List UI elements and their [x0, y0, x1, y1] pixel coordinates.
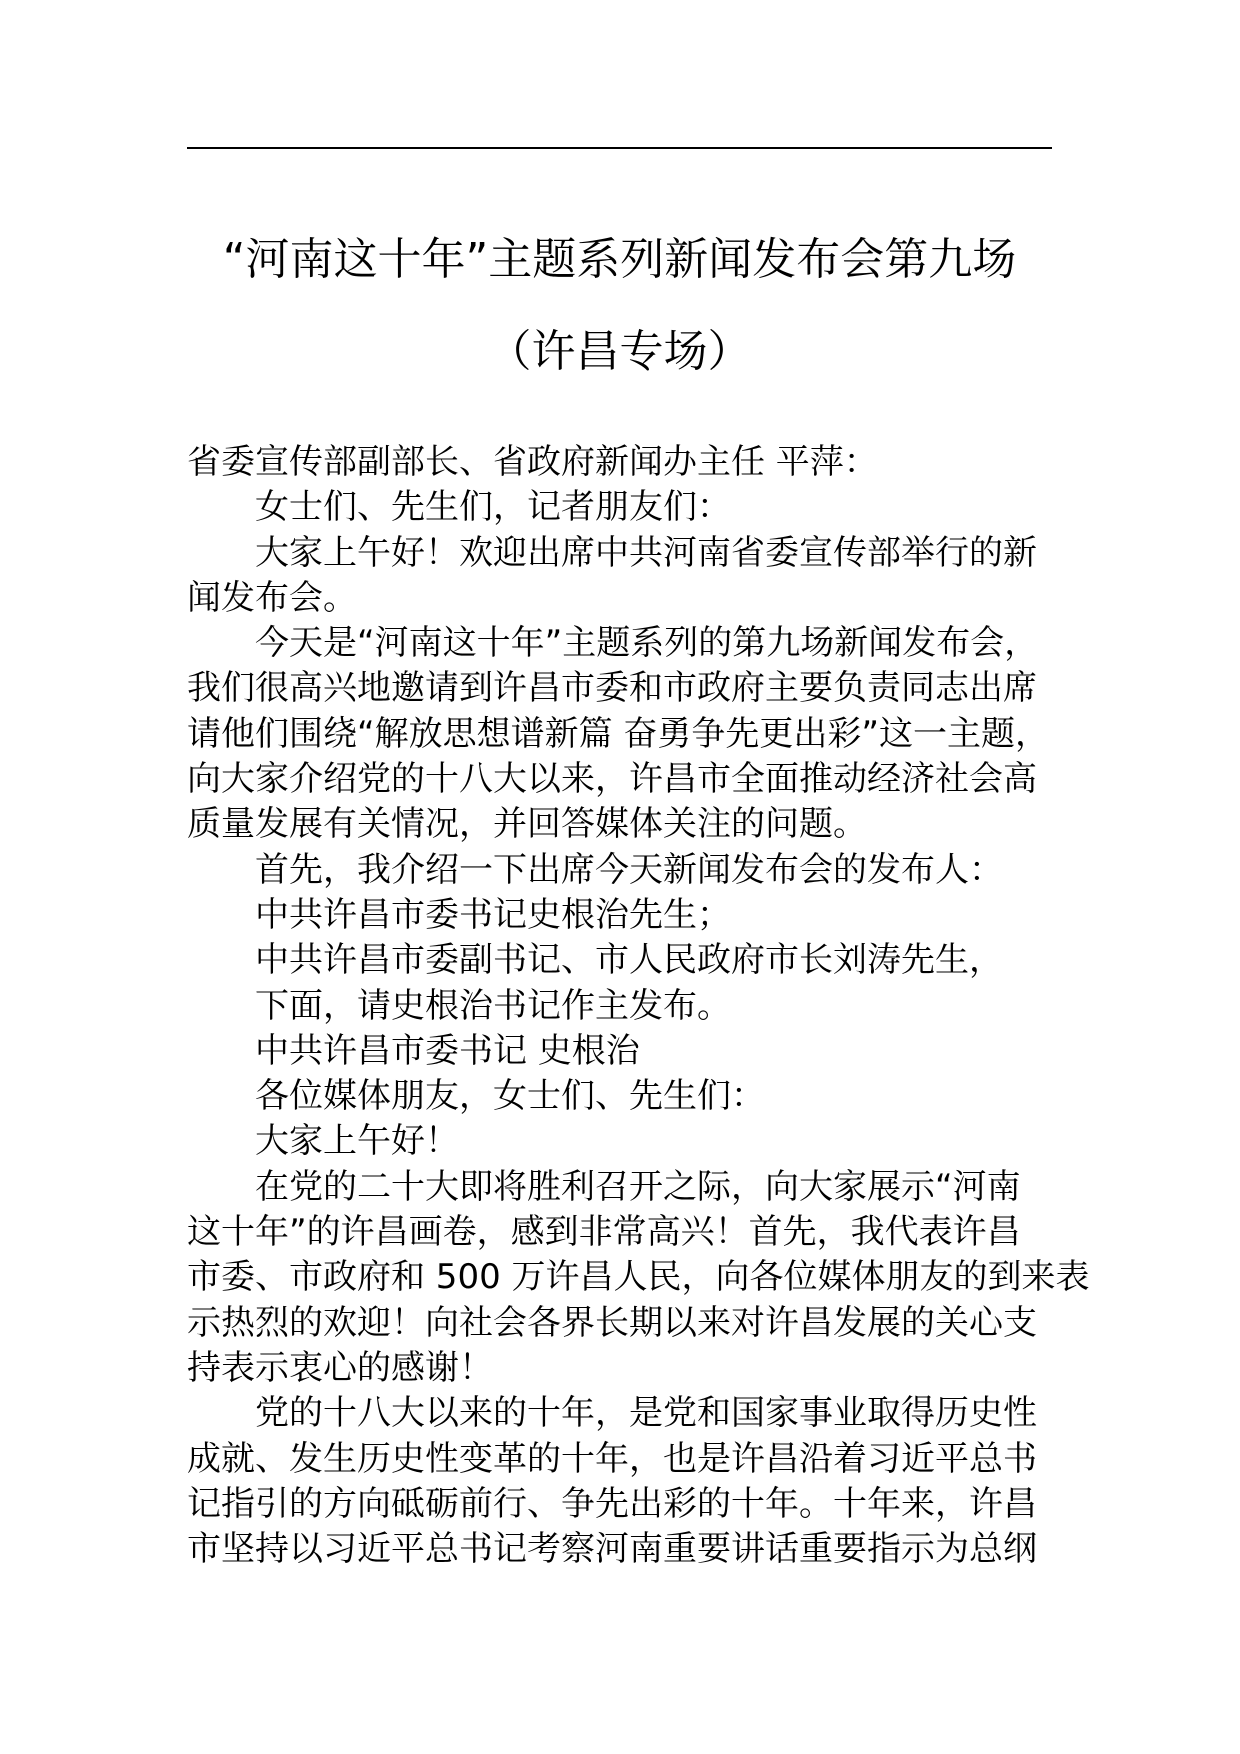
body-line: 女士们、先生们，记者朋友们：	[255, 487, 731, 528]
body-line: 记指引的方向砥砺前行、争先出彩的十年。十年来，许昌	[187, 1483, 1037, 1524]
body-line: 示热烈的欢迎！向社会各界长期以来对许昌发展的关心支	[187, 1302, 1037, 1343]
body-line: 这十年”的许昌画卷，感到非常高兴！首先，我代表许昌	[187, 1212, 1021, 1253]
body-line: 中共许昌市委书记史根治先生；	[255, 894, 731, 935]
document-body	[187, 440, 1090, 1572]
body-line: 闻发布会。	[187, 577, 357, 618]
body-line: 中共许昌市委副书记、市人民政府市长刘涛先生，	[255, 940, 1003, 981]
body-line: 质量发展有关情况，并回答媒体关注的问题。	[187, 804, 867, 845]
body-line: 中共许昌市委书记 史根治	[255, 1030, 640, 1071]
body-line: 省委宣传部副部长、省政府新闻办主任 平萍：	[187, 442, 878, 482]
body-line: 各位媒体朋友，女士们、先生们：	[255, 1076, 765, 1117]
body-line: 在党的二十大即将胜利召开之际，向大家展示“河南	[255, 1166, 1021, 1207]
body-line: 我们很高兴地邀请到许昌市委和市政府主要负责同志出席	[187, 668, 1037, 709]
body-line: 市坚持以习近平总书记考察河南重要讲话重要指示为总纲	[187, 1529, 1037, 1570]
body-line: 持表示衷心的感谢！	[187, 1347, 493, 1388]
document-subtitle: （许昌专场）	[487, 326, 752, 377]
body-line: 首先，我介绍一下出席今天新闻发布会的发布人：	[255, 849, 1003, 890]
body-line: 成就、发生历史性变革的十年，也是许昌沿着习近平总书	[187, 1438, 1037, 1479]
body-line: 今天是“河南这十年”主题系列的第九场新闻发布会，	[255, 623, 1039, 664]
body-line: 向大家介绍党的十八大以来，许昌市全面推动经济社会高	[187, 759, 1037, 800]
header-rule	[187, 147, 1052, 149]
body-line: 市委、市政府和 500 万许昌人民，向各位媒体朋友的到来表	[187, 1257, 1090, 1298]
body-line: 大家上午好！欢迎出席中共河南省委宣传部举行的新	[255, 532, 1037, 573]
body-line: 下面，请史根治书记作主发布。	[255, 985, 731, 1026]
body-line: 党的十八大以来的十年，是党和国家事业取得历史性	[255, 1393, 1037, 1434]
body-line: 大家上午好！	[255, 1121, 459, 1162]
body-line: 请他们围绕“解放思想谱新篇 奋勇争先更出彩”这一主题，	[187, 713, 1050, 754]
document-title: “河南这十年”主题系列新闻发布会第九场	[222, 234, 1017, 285]
